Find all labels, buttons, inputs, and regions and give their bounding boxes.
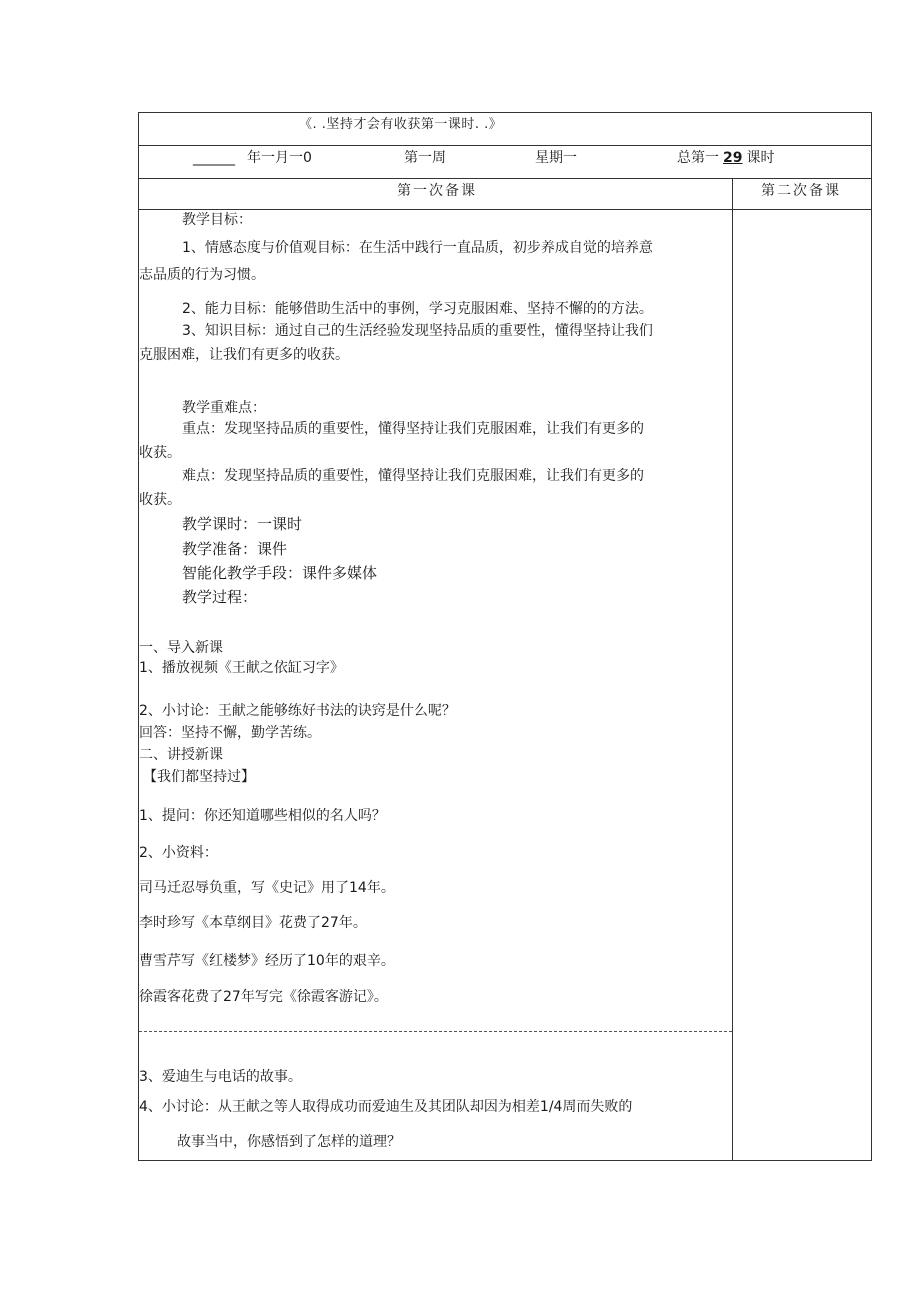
subsection-title: 【我们都坚持过】 — [143, 769, 255, 785]
material-3: 曹雪芹写《红楼梦》经历了10年的艰辛。 — [139, 953, 395, 969]
goal-1-cont: 志品质的行为习惯。 — [139, 267, 265, 283]
goal-2: 2、能力目标：能够借助生活中的事例，学习克服困难、坚持不懈的的方法。 — [182, 301, 653, 317]
lesson-title: 《. .坚持才会有收获第一课时. .》 — [299, 117, 503, 132]
question-4: 4、小讨论：从王献之等人取得成功而爱迪生及其团队却因为相差1/4周而失败的 — [139, 1099, 633, 1115]
row-divider — [139, 145, 871, 146]
section-intro: 一、导入新课 — [139, 640, 223, 656]
class-hours: 教学课时：一课时 — [182, 515, 303, 533]
date-text: 年一月一0 — [247, 150, 312, 166]
goal-3-cont: 克服困难，让我们有更多的收获。 — [139, 347, 349, 363]
goals-title: 教学目标： — [182, 212, 252, 228]
lesson-count — [677, 148, 774, 168]
question-3: 3、爱迪生与电话的故事。 — [139, 1069, 302, 1085]
goal-1: 1、情感态度与价值观目标：在生活中践行一直品质，初步养成自觉的培养意 — [182, 240, 653, 256]
lesson-prefix: 总第一 — [677, 150, 719, 166]
second-prep-header: 第二次备课 — [761, 183, 841, 199]
section-new: 二、讲授新课 — [139, 747, 223, 763]
first-prep-header: 第一次备课 — [397, 183, 477, 199]
process-title: 教学过程： — [182, 588, 258, 606]
difficult-point: 难点：发现坚持品质的重要性，懂得坚持让我们克服困难，让我们有更多的 — [182, 468, 644, 484]
weekday-label: 星期一 — [535, 150, 577, 166]
material-2: 李时珍写《本草纲目》花费了27年。 — [139, 915, 367, 931]
lesson-plan-table — [138, 112, 872, 1161]
key-point: 重点：发现坚持品质的重要性，懂得坚持让我们克服困难，让我们有更多的 — [182, 421, 644, 437]
column-divider — [732, 178, 733, 1160]
question-2: 2、小资料： — [139, 845, 218, 861]
row-divider — [139, 178, 871, 179]
key-point-cont: 收获。 — [139, 445, 181, 461]
material-1: 司马迁忍辱负重，写《史记》用了14年。 — [139, 880, 395, 896]
question-4-cont: 故事当中，你感悟到了怎样的道理？ — [177, 1134, 401, 1150]
answer: 回答：坚持不懈，勤学苦练。 — [139, 725, 321, 741]
intro-step-1: 1、播放视频《王献之依缸习字》 — [139, 660, 344, 676]
difficult-point-cont: 收获。 — [139, 492, 181, 508]
material-4: 徐霞客花费了27年写完《徐霞客游记》。 — [139, 989, 388, 1005]
intro-step-2: 2、小讨论：王献之能够练好书法的诀窍是什么呢？ — [139, 703, 456, 719]
teaching-prep: 教学准备：课件 — [182, 540, 288, 558]
question-1: 1、提问：你还知道哪些相似的名人吗？ — [139, 808, 386, 824]
key-points-title: 教学重难点： — [182, 400, 266, 416]
content-divider — [139, 1031, 732, 1032]
goal-3: 3、知识目标：通过自己的生活经验发现坚持品质的重要性，懂得坚持让我们 — [182, 323, 653, 339]
lesson-suffix: 课时 — [746, 150, 775, 166]
date-blank: ______ — [193, 150, 235, 166]
smart-teaching: 智能化教学手段：课件多媒体 — [182, 564, 378, 582]
week-label: 第一周 — [404, 150, 446, 166]
lesson-number: 29 — [723, 150, 743, 166]
